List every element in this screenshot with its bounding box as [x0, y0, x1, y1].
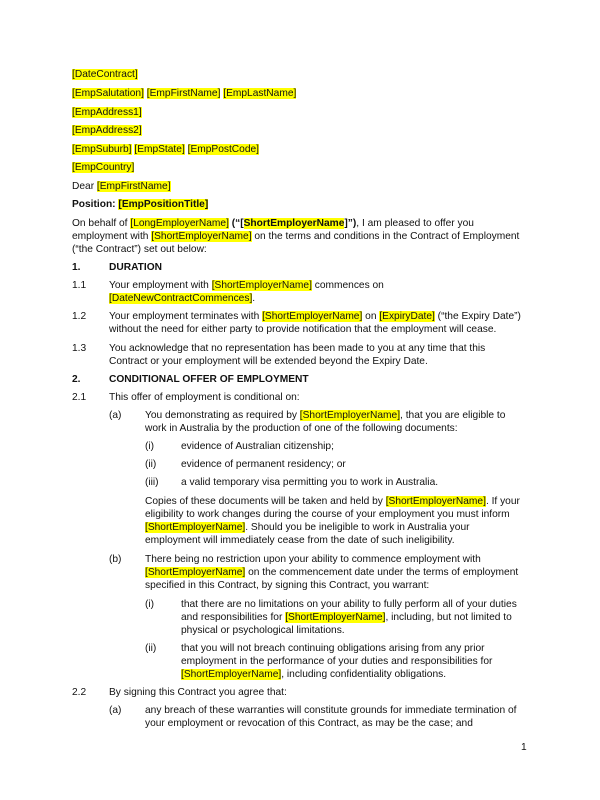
intro-quote-open: (“[ — [228, 218, 244, 229]
short-employer-name-field: ShortEmployerName — [147, 567, 243, 578]
clause-text: . — [252, 293, 256, 304]
item-b-i-line-3: physical or psychological limitations. — [181, 625, 345, 636]
short-employer-name-field: ShortEmployerName — [183, 669, 279, 680]
page-number: 1 — [521, 742, 527, 753]
clause-1-2-line-1: Your employment terminates with [ShortEmployerName] on [ExpiryDate] (“the Expiry Date”) — [109, 311, 521, 322]
intro-text: (“the Contract”) set out below: — [72, 244, 207, 255]
long-employer-name-field: LongEmployerName — [133, 218, 227, 229]
copies-line-2: eligibility to work changes during the course of your employment you must inform — [145, 509, 510, 520]
short-employer-name-field: ShortEmployerName — [388, 496, 484, 507]
clause-1-2-line-2: without the need for either party to provide notification that the employment will cease. — [109, 324, 497, 335]
copies-line-1: Copies of these documents will be taken and held by [ShortEmployerName]. If your — [145, 496, 520, 507]
section-1-title: DURATION — [109, 262, 163, 273]
emp-last-name-field: EmpLastName — [226, 88, 294, 99]
item-b-i-line-2: and responsibilities for [ShortEmployerName], including, but not limited to — [181, 612, 512, 623]
short-employer-name-field: ShortEmployerName — [288, 612, 383, 623]
position-title-field: EmpPositionTitle — [121, 199, 205, 210]
clause-text: , including confidentiality obligations. — [281, 669, 447, 680]
item-b-i-line-1: that there are no limitations on your ability to fully perform all of your duties — [181, 599, 517, 610]
clause-text: Your employment with — [109, 280, 212, 291]
clause-2-2-a-label: (a) — [109, 705, 122, 716]
item-a-iii-text: a valid temporary visa permitting you to work in Australia. — [181, 477, 439, 488]
position-label: Position: — [72, 199, 119, 210]
clause-text: Copies of these documents will be taken and held by — [145, 496, 386, 507]
dear-text: Dear — [72, 181, 97, 192]
item-a-ii-label: (ii) — [145, 459, 157, 470]
clause-2-1-text: This offer of employment is conditional on: — [109, 392, 300, 403]
item-b-ii-line-1: that you will not breach continuing obligations arising from any prior — [181, 643, 485, 654]
clause-text: Your employment terminates with — [109, 311, 263, 322]
name-line: [EmpSalutation] [EmpFirstName] [EmpLastName] — [72, 88, 297, 99]
emp-country-field: EmpCountry — [74, 162, 132, 173]
section-2-number: 2. — [72, 374, 81, 385]
country-line: [EmpCountry] — [72, 162, 135, 173]
emp-address1-field: EmpAddress1 — [74, 107, 139, 118]
clause-2-2-text: By signing this Contract you agree that: — [109, 687, 287, 698]
clause-1-3-line-1: You acknowledge that no representation has been made to you at any time that this — [109, 343, 486, 354]
suburb-line: [EmpSuburb] [EmpState] [EmpPostCode] — [72, 144, 259, 155]
address2-line: [EmpAddress2] — [72, 125, 142, 136]
clause-text: . Should you be ineligible to work in Australia your — [245, 522, 470, 533]
intro-line-1: On behalf of [LongEmployerName] (“[ShortEmployerName]”), I am pleased to offer you — [72, 218, 474, 229]
section-1-number: 1. — [72, 262, 81, 273]
clause-2-2-a-line-2: your employment or revocation of this Contract, as may be the case; and — [145, 718, 473, 729]
item-b-ii-label: (ii) — [145, 643, 157, 654]
item-b-ii-line-3: [ShortEmployerName], including confidentiality obligations. — [181, 669, 447, 680]
section-2-title: CONDITIONAL OFFER OF EMPLOYMENT — [109, 374, 309, 385]
clause-2-2-number: 2.2 — [72, 687, 87, 698]
clause-2-1-number: 2.1 — [72, 392, 87, 403]
date-new-contract-field: DateNewContractCommences — [111, 293, 250, 304]
emp-state-field: EmpState — [137, 144, 182, 155]
emp-first-name-field: EmpFirstName — [149, 88, 218, 99]
item-a-iii-label: (iii) — [145, 477, 159, 488]
date-contract-field: DateContract — [74, 69, 135, 80]
emp-postcode-field: EmpPostCode — [190, 144, 257, 155]
item-a-line-1: You demonstrating as required by [ShortEmployerName], that you are eligible to — [145, 410, 506, 421]
item-a-i-label: (i) — [145, 441, 155, 452]
clause-text: . If your — [485, 496, 520, 507]
address1-line: [EmpAddress1] — [72, 107, 142, 118]
clause-1-1-line-2: [DateNewContractCommences]. — [109, 293, 256, 304]
copies-line-3: [ShortEmployerName]. Should you be ineligible to work in Australia your — [145, 522, 470, 533]
dear-first-name-field: EmpFirstName — [99, 181, 168, 192]
item-a-line-2: work in Australia by the production of one of the following documents: — [145, 423, 458, 434]
position-line: Position: [EmpPositionTitle] — [72, 199, 209, 210]
clause-text: commences on — [311, 280, 384, 291]
short-employer-name-field: ShortEmployerName — [264, 311, 360, 322]
short-employer-name-field: ShortEmployerName — [302, 410, 398, 421]
item-b-ii-line-2: employment in the performance of your duties and responsibilities for — [181, 656, 493, 667]
clause-2-2-a-line-1: any breach of these warranties will constitute grounds for immediate termination of — [145, 705, 517, 716]
clause-text: on — [362, 311, 380, 322]
clause-1-2-number: 1.2 — [72, 311, 87, 322]
intro-text: employment with — [72, 231, 152, 242]
emp-suburb-field: EmpSuburb — [74, 144, 129, 155]
short-employer-name-bold: ShortEmployerName — [243, 218, 345, 229]
short-employer-name-field: ShortEmployerName — [154, 231, 249, 242]
intro-text: on the terms and conditions in the Contract of Employment — [251, 231, 520, 242]
salutation-line: Dear [EmpFirstName] — [72, 181, 171, 192]
copies-line-4: employment will immediately cease from the date of such ineligibility. — [145, 535, 455, 546]
clause-1-3-line-2: Contract or your employment will be extended beyond the Expiry Date. — [109, 356, 428, 367]
item-b-line-3: specified in this Contract, by signing this Contract, you warrant: — [145, 580, 430, 591]
expiry-date-field: ExpiryDate — [382, 311, 432, 322]
clause-text: and responsibilities for — [181, 612, 286, 623]
emp-salutation-field: EmpSalutation — [74, 88, 142, 99]
short-employer-name-field: ShortEmployerName — [214, 280, 310, 291]
clause-1-3-number: 1.3 — [72, 343, 87, 354]
clause-1-1-number: 1.1 — [72, 280, 87, 291]
item-b-label: (b) — [109, 554, 122, 565]
date-line: [DateContract] — [72, 69, 138, 80]
item-a-i-text: evidence of Australian citizenship; — [181, 441, 334, 452]
clause-text: You demonstrating as required by — [145, 410, 300, 421]
item-a-label: (a) — [109, 410, 122, 421]
intro-line-2: employment with [ShortEmployerName] on the terms and conditions in the Contract of Employment — [72, 231, 520, 242]
item-b-line-2: [ShortEmployerName] on the commencement date under the terms of employment — [145, 567, 519, 578]
short-employer-name-field: ShortEmployerName — [147, 522, 243, 533]
clause-text: , that you are eligible to — [400, 410, 506, 421]
item-a-ii-text: evidence of permanent residency; or — [181, 459, 346, 470]
clause-text: , including, but not limited to — [385, 612, 512, 623]
emp-address2-field: EmpAddress2 — [74, 125, 139, 136]
clause-text: on the commencement date under the terms of employment — [245, 567, 519, 578]
intro-line-3 — [72, 243, 207, 256]
item-b-i-label: (i) — [145, 599, 155, 610]
clause-text: (“the Expiry Date”) — [434, 311, 521, 322]
intro-text: On behalf of — [72, 218, 131, 229]
item-b-line-1: There being no restriction upon your ability to commence employment with — [145, 554, 481, 565]
clause-1-1-line-1: Your employment with [ShortEmployerName] commences on — [109, 280, 384, 291]
